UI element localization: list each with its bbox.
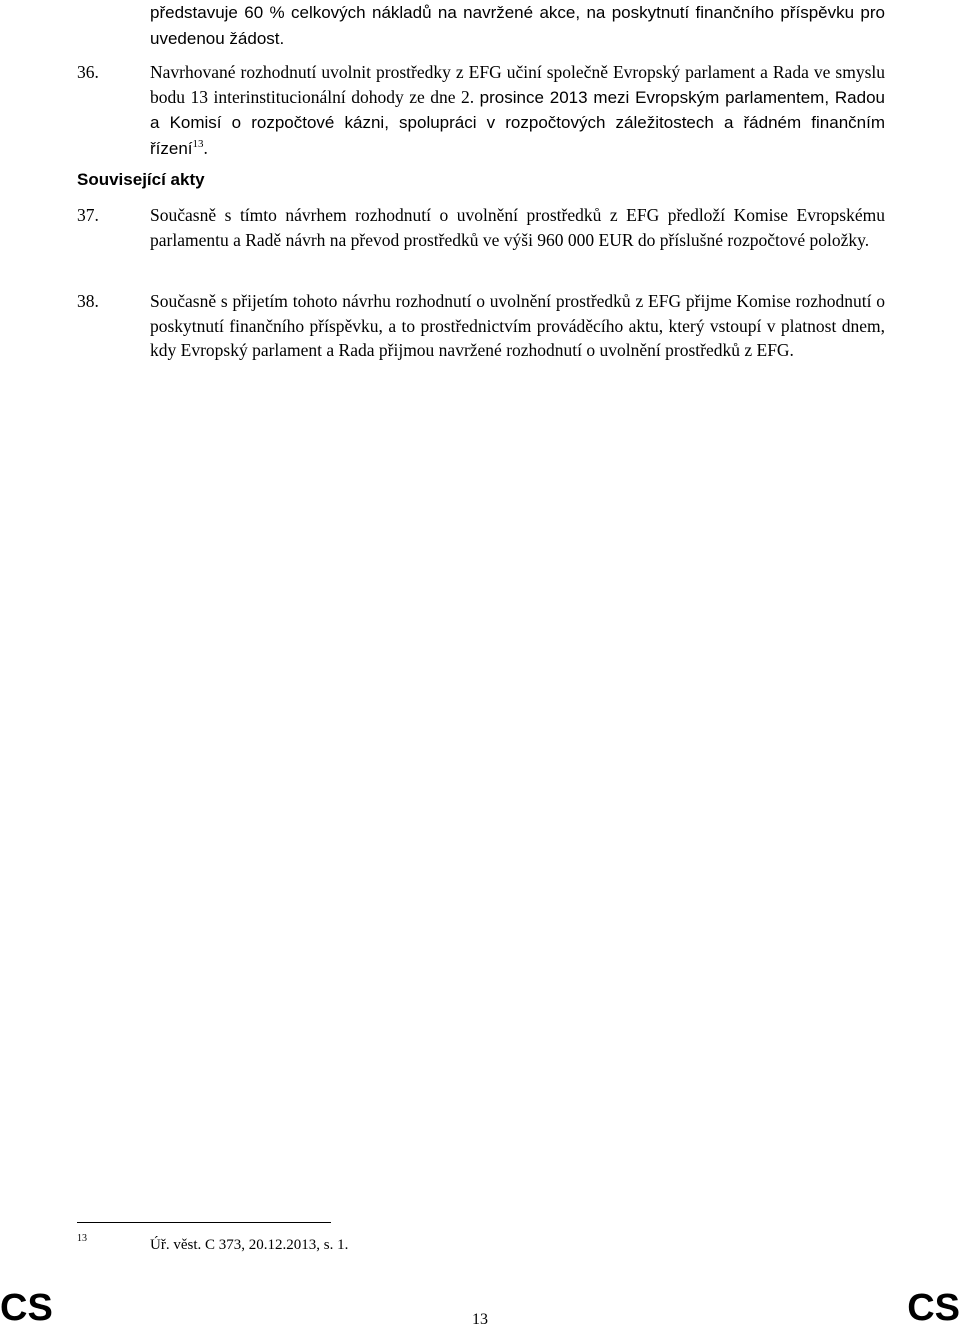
footnote-text: Úř. věst. C 373, 20.12.2013, s. 1. [150, 1237, 349, 1253]
footer-language-left: CS [0, 1287, 53, 1329]
paragraph-37 [77, 203, 885, 252]
paragraph-text: Současně s přijetím tohoto návrhu rozhodnutí o uvolnění prostředků z EFG přijme Komise rozhodnutí o poskytnutí finančního příspěvku, a to prostřednictvím prováděcího aktu, který vstoupí v platnost dnem, kdy Evropský parlament a Rada přijmou navržené rozhodnutí o uvolnění prostředků z EFG. [150, 291, 885, 360]
footnote-reference[interactable]: 13 [192, 137, 204, 150]
paragraph-text: Navrhované rozhodnutí uvolnit prostředky z EFG učiní společně Evropský parlament a Rada ve smyslu bodu 13 interinstitucionální dohody ze dne 2. prosince 2013 mezi Evropským parlamentem, Radou a Komisí o rozpočtové kázni, spolupráci v rozpočtových záležitostech a řádném finančním řízení$^{13}$. [150, 62, 885, 158]
paragraph-36 [77, 60, 885, 161]
paragraph-number: 37. [77, 205, 99, 225]
continuation-text: představuje 60 % celkových nákladů na navržené akce, na poskytnutí finančního příspěvku pro uvedenou žádost. [150, 3, 885, 48]
page-number: 13 [472, 1311, 488, 1328]
footnote-number: 13 [77, 1233, 87, 1244]
paragraph-number: 38. [77, 291, 99, 311]
paragraph-38 [77, 289, 885, 363]
paragraph-text: Současně s tímto návrhem rozhodnutí o uvolnění prostředků z EFG předloží Komise Evropskému parlamentu a Radě návrh na převod prostředků ve výši 960 000 EUR do příslušné rozpočtové položky. [150, 205, 885, 250]
footnote [77, 1232, 677, 1255]
footer-language-right: CS [907, 1287, 960, 1329]
paragraph-number: 36. [77, 62, 99, 82]
footnote-separator [77, 1222, 331, 1223]
section-heading: Související akty [77, 170, 205, 189]
